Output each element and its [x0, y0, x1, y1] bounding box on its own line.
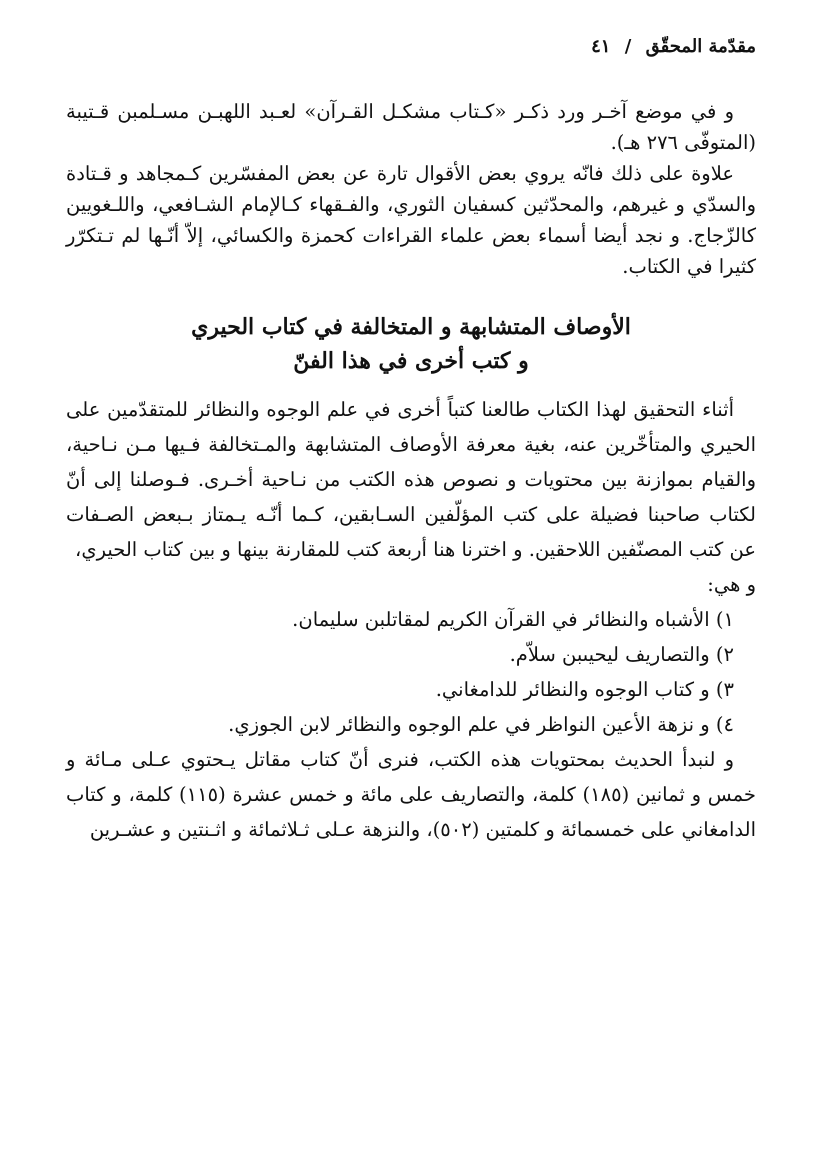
book-list: [66, 602, 756, 742]
header-separator: /: [624, 36, 632, 57]
list-item: ١) الأشباه والنظائر في القرآن الكريم لمقاتلبن سليمان.: [292, 608, 734, 631]
paragraph-3: أثناء التحقيق لهذا الكتاب طالعنا كتباً أخرى في علم الوجوه والنظائر للمتقدّمين على الحيري والمتأخّرين عنه، بغية معرفة الأوصاف المتشابهة والمـتخالفة فـيها مـن نـاحية، والقيام بموازنة بين محتويات و نصوص هذه الكتب من نـاحية أخـرى. فـوصلنا إلى أنّ لكتاب صاحبنا فضيلة على كتب المؤلّفين السـابقين، كـما أنّـه يـمتاز بـبعض الصـفات عن كتب المصنّفين اللاحقين. و اخترنا هنا أربعة كتب للمقارنة بينها و بين كتاب الحيري،: [66, 398, 756, 561]
header-section-title: مقدّمة المحقّق: [645, 36, 756, 57]
list-item: ٣) و كتاب الوجوه والنظائر للدامغاني.: [435, 678, 734, 701]
paragraph-4: و لنبدأ الحديث بمحتويات هذه الكتب، فنرى أنّ كتاب مقاتل يـحتوي عـلى مـائة و خمس و ثمانين (١٨٥) كلمة، والتصاريف على مائة و خمس عشرة (١١٥) كلمة، و كتاب الدامغاني على خمسمائة و كلمتين (٥٠٢)، والنزهة عـلى ثـلاثمائة و اثـنتين و عشـرين: [66, 748, 756, 841]
list-item: ٢) والتصاريف ليحيىبن سلاّم.: [509, 643, 734, 666]
list-intro: و هي:: [707, 573, 756, 596]
body-text: [66, 96, 756, 847]
section-heading-line-1: الأوصاف المتشابهة و المتخالفة في كتاب الحيري: [191, 314, 631, 340]
section-heading-line-2: و كتب أخرى في هذا الفنّ: [293, 348, 529, 374]
list-item: ٤) و نزهة الأعين النواظر في علم الوجوه والنظائر لابن الجوزي.: [228, 713, 734, 736]
paragraph-1: و في موضع آخـر ورد ذكـر «كـتاب مشكـل القـرآن» لعـبد اللهبـن مسـلمبن قـتيبة (المتوفّى ٢٧٦ هـ).: [66, 100, 756, 154]
paragraph-2: علاوة على ذلك فانّه يروي بعض الأقوال تارة عن بعض المفسّرين كـمجاهد و قـتادة والسدّي و غيرهم، والمحدّثين كسفيان الثوري، والفـقهاء كـالإمام الشـافعي، واللـغويين كالزّجاج. و نجد أيضا أسماء بعض علماء القراءات كحمزة والكسائي، إلاّ أنّـها لم تـتكرّر كثيرا في الكتاب.: [66, 162, 756, 278]
running-header: [591, 36, 756, 57]
header-page-number: ٤١: [591, 36, 611, 57]
document-page: [66, 0, 756, 1165]
section-heading: [66, 310, 756, 378]
